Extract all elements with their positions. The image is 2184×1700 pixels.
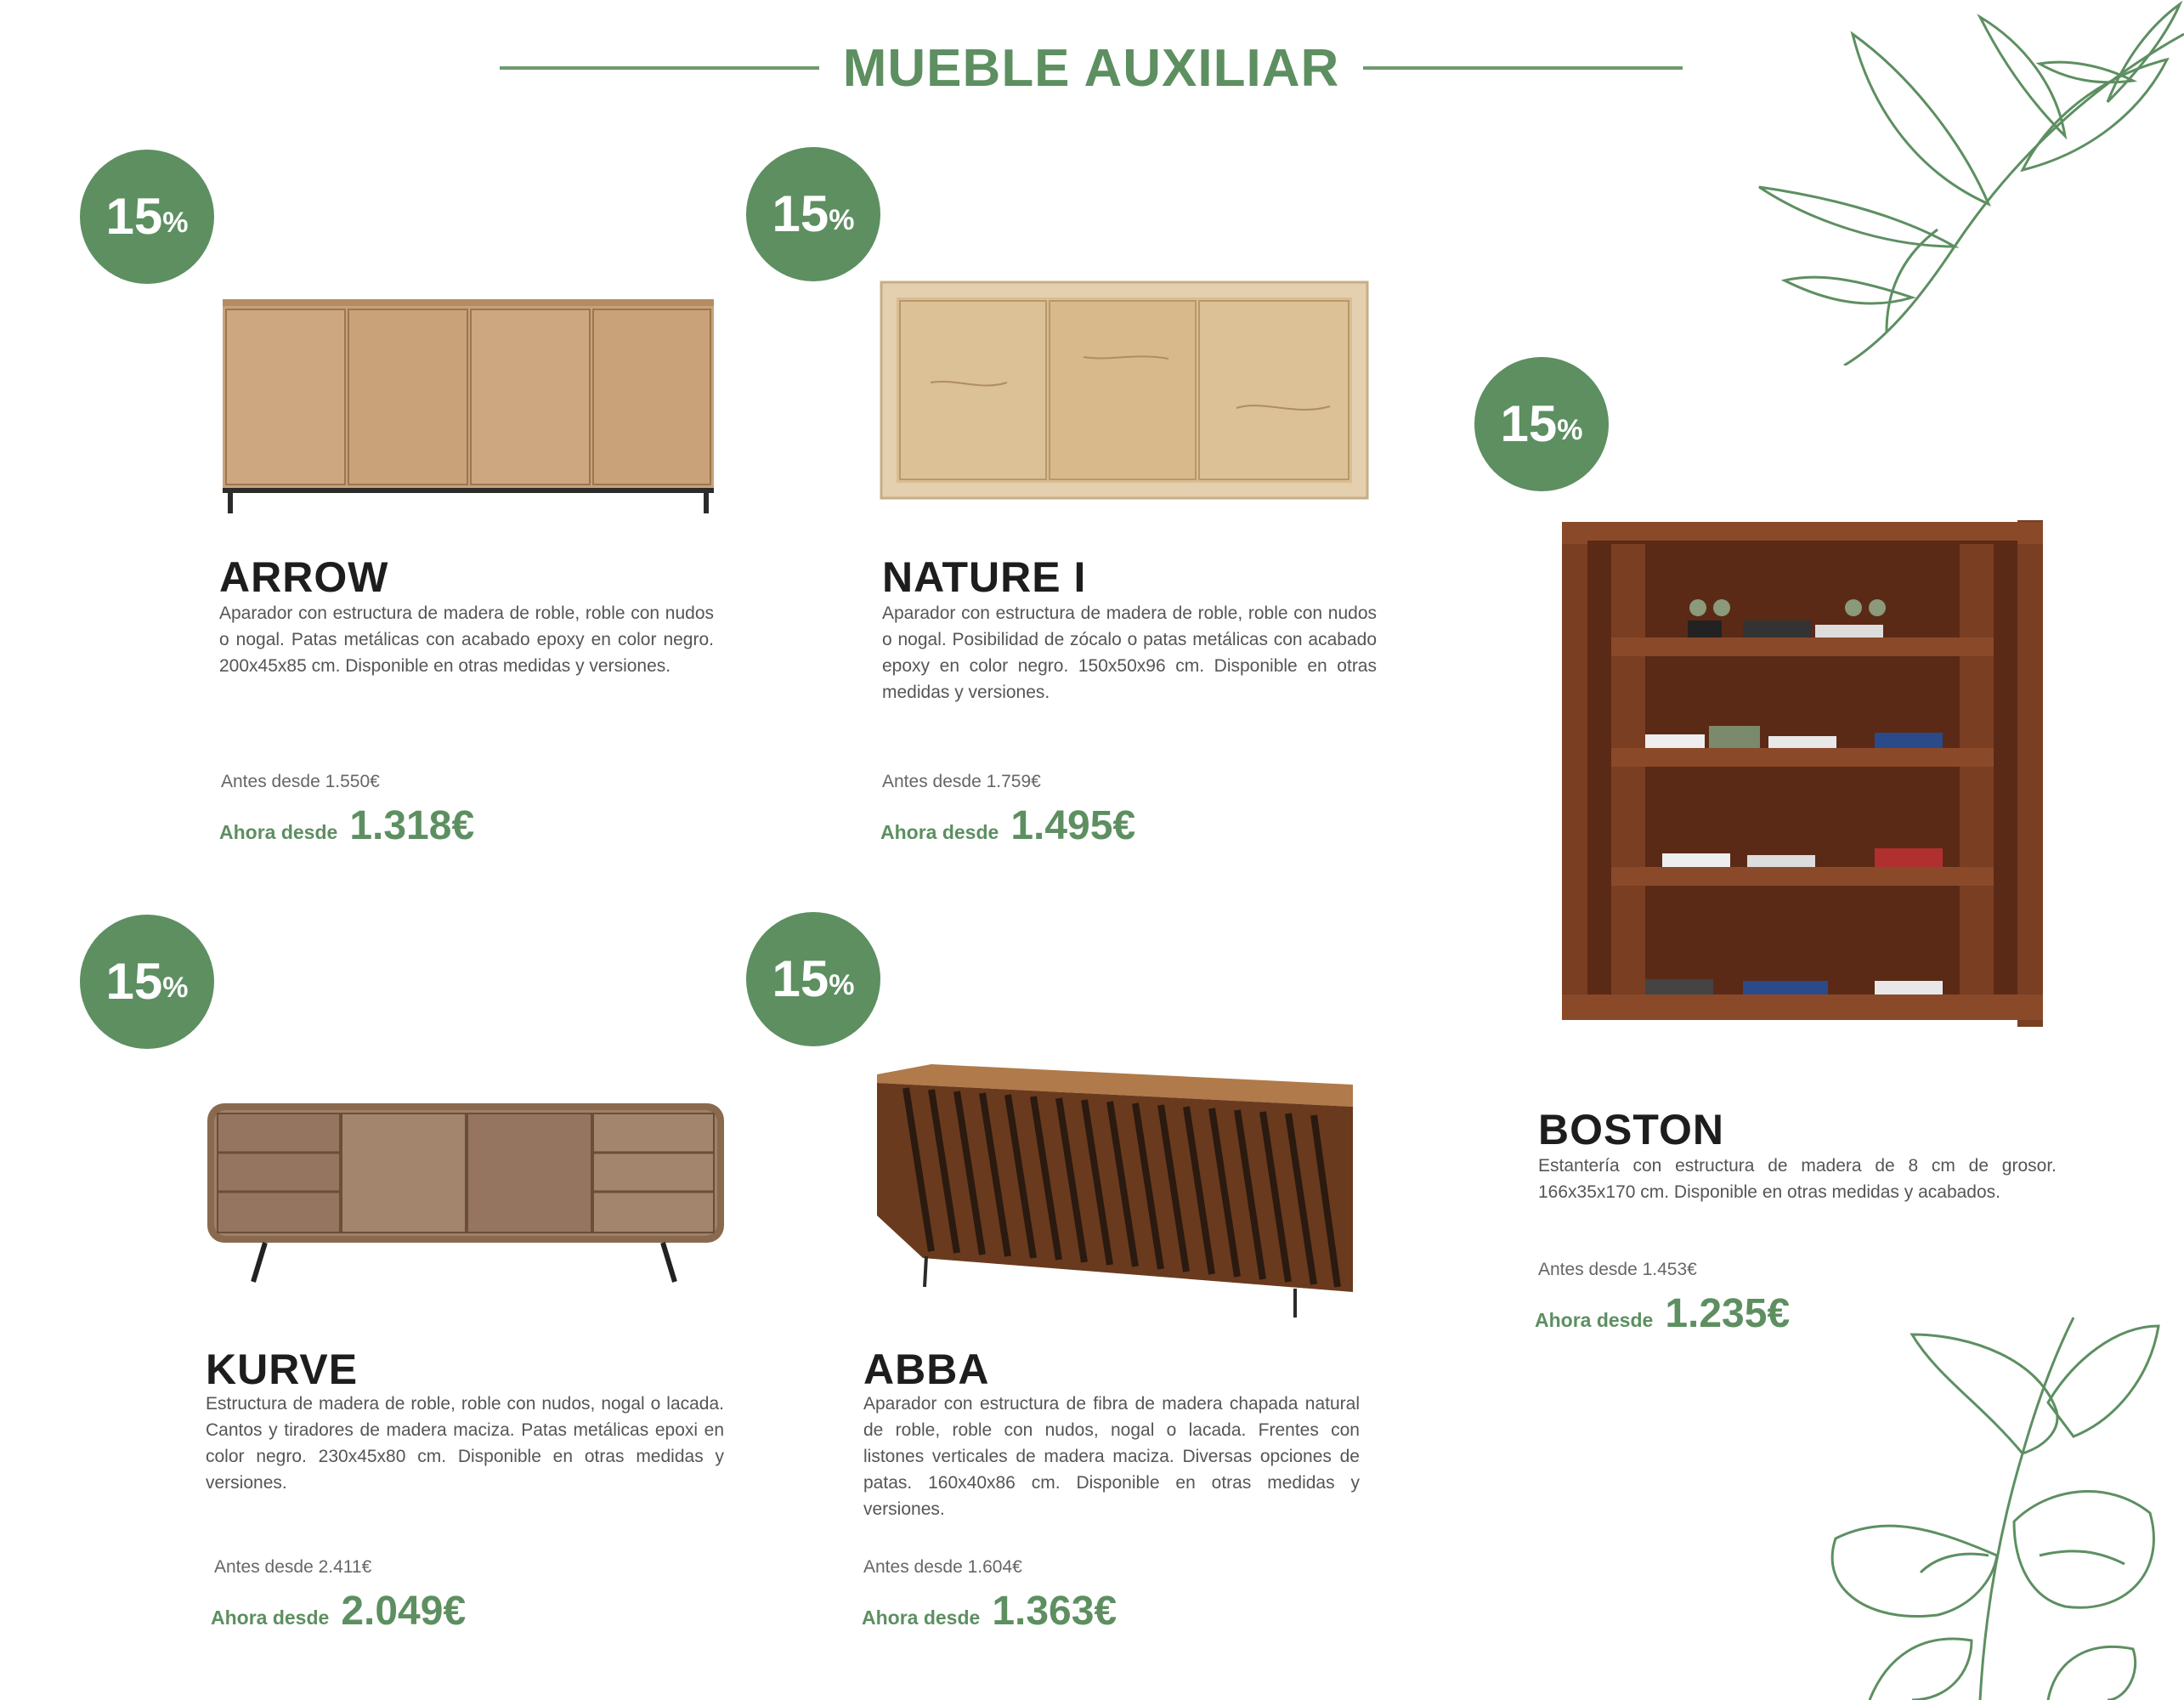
- product-description-nature: Aparador con estructura de madera de roble, roble con nudos o nogal. Posibilidad de zócalo o patas metálicas con acabado epoxy en color negro. 150x50x96 cm. Disponible en otras medidas y versiones.: [882, 604, 1377, 702]
- kurve-sideboard-image: [204, 1096, 727, 1285]
- price-now-nature: [880, 802, 1135, 849]
- boston-shelving-image: [1560, 518, 2046, 1028]
- badge-value: 15: [1500, 395, 1558, 452]
- arrow-sideboard-image: [219, 294, 717, 515]
- discount-badge-nature: [746, 147, 880, 281]
- product-name-boston: BOSTON: [1538, 1106, 1724, 1153]
- leaf-illustration-bottom-icon: [1768, 1300, 2184, 1700]
- badge-unit: %: [162, 206, 189, 239]
- price-now-boston: [1535, 1290, 1790, 1337]
- price-now-abba: [862, 1588, 1117, 1635]
- price-now-label: Ahora desde: [862, 1606, 981, 1629]
- discount-badge-arrow: [80, 150, 214, 284]
- price-now-amount: 1.235€: [1665, 1291, 1791, 1336]
- price-now-label: Ahora desde: [1535, 1309, 1654, 1331]
- price-now-label: Ahora desde: [880, 821, 999, 843]
- abba-sideboard-image: [872, 1062, 1355, 1319]
- product-name-kurve: KURVE: [206, 1346, 359, 1393]
- discount-badge-boston: [1474, 357, 1609, 491]
- discount-badge-abba: [746, 912, 880, 1046]
- product-name-abba: ABBA: [863, 1346, 990, 1393]
- product-description-abba: Aparador con estructura de fibra de madera chapada natural de roble, roble con nudos, nogal o lacada. Frentes con listones verticales de madera maciza. Diversas opciones de patas. 160x40x86 cm. Disponible en otras medidas y versiones.: [863, 1394, 1360, 1519]
- badge-unit: %: [162, 971, 189, 1004]
- badge-value: 15: [772, 950, 829, 1007]
- product-description-boston: Estantería con estructura de madera de 8 cm de grosor. 166x35x170 cm. Disponible en otras medidas y acabados.: [1538, 1156, 2057, 1202]
- price-now-label: Ahora desde: [219, 821, 338, 843]
- price-before-nature: Antes desde 1.759€: [882, 772, 1041, 791]
- badge-unit: %: [1557, 413, 1583, 446]
- price-now-kurve: [211, 1588, 466, 1635]
- header-rule-right: [1363, 66, 1683, 70]
- price-before-abba: Antes desde 1.604€: [863, 1557, 1022, 1577]
- badge-unit: %: [829, 203, 855, 236]
- badge-value: 15: [772, 185, 829, 242]
- price-now-amount: 1.495€: [1010, 803, 1136, 848]
- badge-unit: %: [829, 968, 855, 1001]
- price-before-boston: Antes desde 1.453€: [1538, 1260, 1697, 1279]
- leaf-illustration-top-icon: [1742, 0, 2184, 366]
- nature-sideboard-image: [880, 280, 1369, 500]
- price-now-arrow: [219, 802, 474, 849]
- product-name-arrow: ARROW: [219, 553, 389, 601]
- badge-value: 15: [105, 188, 163, 245]
- price-now-amount: 1.318€: [349, 803, 475, 848]
- badge-value: 15: [105, 953, 163, 1010]
- header-rule-left: [500, 66, 819, 70]
- price-now-label: Ahora desde: [211, 1606, 330, 1629]
- page-header: [500, 34, 1683, 102]
- product-name-nature: NATURE I: [882, 553, 1087, 601]
- product-description-kurve: Estructura de madera de roble, roble con nudos, nogal o lacada. Cantos y tiradores de madera maciza. Patas metálicas epoxi en color negro. 230x45x80 cm. Disponible en otras medidas y versiones.: [206, 1394, 724, 1493]
- discount-badge-kurve: [80, 915, 214, 1049]
- product-description-arrow: Aparador con estructura de madera de roble, roble con nudos o nogal. Patas metálicas con acabado epoxy en color negro. 200x45x85 cm. Disponible en otras medidas y versiones.: [219, 604, 714, 676]
- price-before-kurve: Antes desde 2.411€: [214, 1557, 372, 1577]
- price-now-amount: 2.049€: [341, 1589, 467, 1634]
- price-before-arrow: Antes desde 1.550€: [221, 772, 380, 791]
- price-now-amount: 1.363€: [992, 1589, 1117, 1634]
- page-title: MUEBLE AUXILIAR: [842, 38, 1340, 98]
